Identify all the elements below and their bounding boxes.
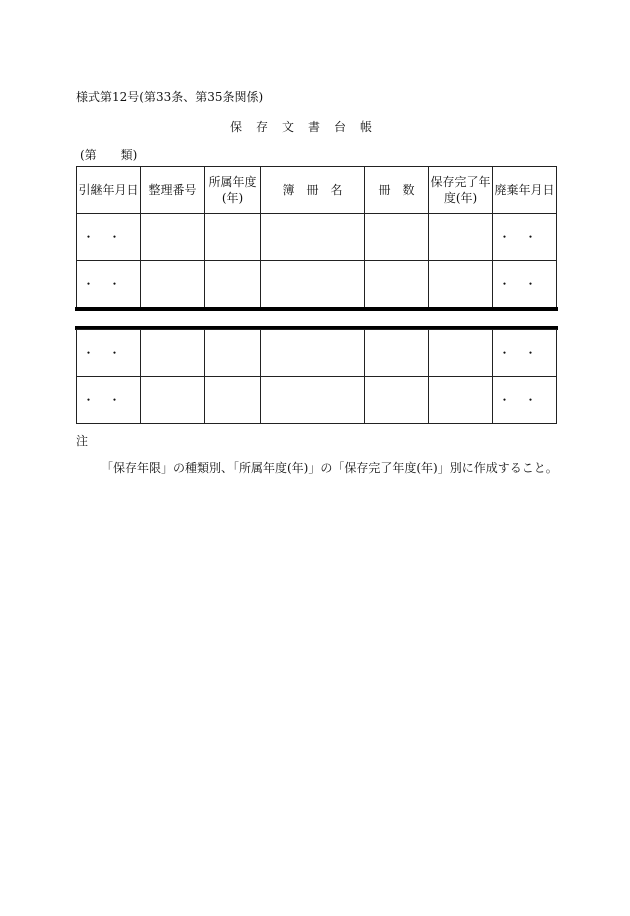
disposal-date-cell: ・・ (493, 214, 557, 261)
table-cell (429, 261, 493, 308)
table-cell (205, 377, 261, 424)
col-reference-number: 整理番号 (141, 167, 205, 214)
table-cell (429, 377, 493, 424)
category-label: (第 類) (80, 148, 138, 162)
received-date-cell: ・・ (77, 330, 141, 377)
received-date-cell: ・・ (77, 377, 141, 424)
table-cell (261, 377, 365, 424)
received-date-cell: ・・ (77, 214, 141, 261)
note-text: 「保存年限」の種類別、「所属年度(年)」の「保存完了年度(年)」別に作成すること。 (101, 461, 558, 475)
table-cell (429, 330, 493, 377)
ledger-table-bottom (76, 329, 557, 424)
table-cell (261, 261, 365, 308)
table-cell (205, 330, 261, 377)
disposal-date-cell: ・・ (493, 330, 557, 377)
table-cell (429, 214, 493, 261)
col-volume-count: 冊 数 (365, 167, 429, 214)
table-row (77, 261, 557, 308)
disposal-date-cell: ・・ (493, 261, 557, 308)
table-cell (261, 214, 365, 261)
col-disposal-date: 廃棄年月日 (493, 167, 557, 214)
table-row (77, 214, 557, 261)
table-cell (365, 330, 429, 377)
table-row (77, 377, 557, 424)
table-cell (261, 330, 365, 377)
form-number: 様式第12号(第33条、第35条関係) (76, 90, 264, 104)
table-cell (141, 214, 205, 261)
table-cell (365, 261, 429, 308)
ledger-table-top (76, 166, 557, 308)
col-retention-end: 保存完了年度(年) (429, 167, 493, 214)
col-ledger-name: 簿 冊 名 (261, 167, 365, 214)
table-cell (141, 330, 205, 377)
table-cell (141, 377, 205, 424)
table-cell (365, 377, 429, 424)
table-header-row (77, 167, 557, 214)
table-break-line-top (75, 307, 558, 311)
disposal-date-cell: ・・ (493, 377, 557, 424)
table-cell (205, 261, 261, 308)
note-heading: 注 (76, 434, 89, 448)
table-cell (365, 214, 429, 261)
received-date-cell: ・・ (77, 261, 141, 308)
document-title: 保存文書台帳 (230, 120, 387, 134)
table-cell (205, 214, 261, 261)
col-fiscal-year: 所属年度(年) (205, 167, 261, 214)
table-cell (141, 261, 205, 308)
col-received-date: 引継年月日 (77, 167, 141, 214)
table-row (77, 330, 557, 377)
